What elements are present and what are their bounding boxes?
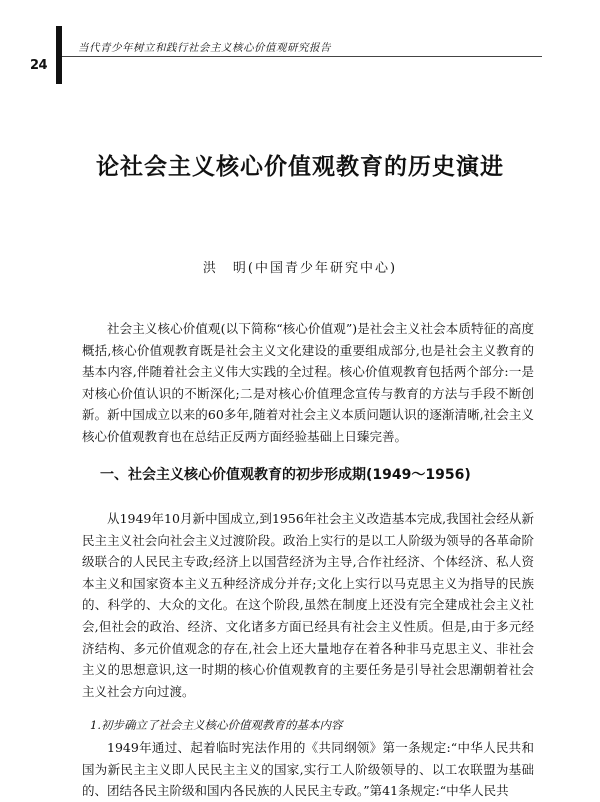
paragraph-section-1: 从1949年10月新中国成立,到1956年社会主义改造基本完成,我国社会经从新民主主义社会向社会主义过渡阶段。政治上实行的是以工人阶级为领导的各革命阶级联合的人民民主专政;经济上以国营经济为主导,合作社经济、个体经济、私人资本主义和国家资本主义五种经济成分并存;文化上实行以马克思主义为指导的民族的、科学的、大众的文化。在这个阶段,虽然在制度上还没有完全建成社会主义社会,但社会的政治、经济、文化诸多方面已经具有社会主义性质。但是,由于多元经济结构、多元价值观念的存在,社会上还大量地存在着各种非马克思主义、非社会主义的思想意识,这一时期的核心价值观教育的主要任务是引导社会思潮朝着社会主义社会方向过渡。 (82, 511, 534, 699)
paragraph-intro: 社会主义核心价值观(以下简称“核心价值观”)是社会主义社会本质特征的高度概括,核心价值观教育既是社会主义文化建设的重要组成部分,也是社会主义教育的基本内容,伴随着社会主义伟大实践的全过程。核心价值观教育包括两个部分:一是对核心价值认识的不断深化;二是对核心价值理念宣传与教育的方法与手段不断创新。新中国成立以来的60多年,随着对社会主义本质问题认识的逐渐清晰,社会主义核心价值观教育也在总结正反两方面经验基础上日臻完善。 (82, 321, 534, 444)
paragraph-subsection-1: 1949年通过、起着临时宪法作用的《共同纲领》第一条规定:“中华人民共和国为新民主主义即人民民主主义的国家,实行工人阶级领导的、以工农联盟为基础的、团结各民主阶级和国内各民族的人民民主专政。”第41条规定:“中华人民共 (82, 740, 534, 799)
header-bar (56, 26, 62, 84)
running-header: 当代青少年树立和践行社会主义核心价值观研究报告 (78, 42, 331, 54)
article-author: 洪 明(中国青少年研究中心) (202, 261, 398, 276)
header-rule (62, 56, 542, 57)
page-number: 24 (30, 58, 48, 73)
section-heading: 一、社会主义核心价值观教育的初步形成期(1949～1956) (100, 467, 471, 483)
article-title: 论社会主义核心价值观教育的历史演进 (96, 153, 504, 180)
subsection-heading: 1.初步确立了社会主义核心价值观教育的基本内容 (90, 718, 343, 732)
